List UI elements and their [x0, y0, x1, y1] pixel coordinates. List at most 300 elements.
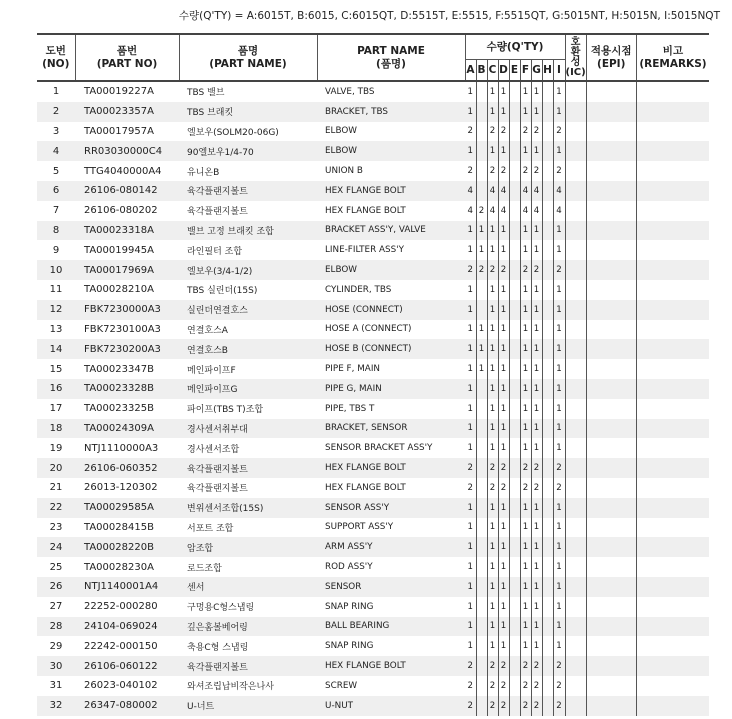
row-qty-e [509, 221, 520, 241]
row-qty-e [509, 478, 520, 498]
row-qty-h [542, 81, 553, 102]
row-epi [586, 240, 636, 260]
row-qty-b [476, 537, 487, 557]
row-qty-c: 2 [487, 122, 498, 142]
row-epi [586, 379, 636, 399]
row-qty-a: 1 [465, 617, 476, 637]
table-row [37, 696, 709, 716]
row-qty-f: 1 [520, 81, 531, 102]
header-part-no [75, 34, 179, 81]
row-remarks [636, 419, 709, 439]
row-qty-d: 4 [498, 201, 509, 221]
row-part-no: 26347-080002 [75, 696, 179, 716]
row-qty-a: 1 [465, 557, 476, 577]
row-remarks [636, 181, 709, 201]
row-qty-d: 1 [498, 438, 509, 458]
row-qty-e [509, 399, 520, 419]
row-no: 24 [37, 537, 75, 557]
row-ic [565, 359, 586, 379]
row-ic [565, 221, 586, 241]
row-qty-f: 2 [520, 656, 531, 676]
row-part-no: 26106-080202 [84, 205, 158, 217]
row-qty-a: 2 [465, 478, 476, 498]
table-row [37, 419, 709, 439]
row-qty-c: 1 [487, 537, 498, 557]
row-qty-h [542, 696, 553, 716]
row-part-no: TA00019945A [84, 244, 154, 256]
row-qty-f: 1 [520, 359, 531, 379]
row-remarks [636, 339, 709, 359]
row-no: 25 [49, 561, 63, 573]
table-row [37, 518, 709, 538]
row-qty-e [509, 81, 520, 102]
row-qty-g: 1 [531, 498, 542, 518]
row-qty-b [476, 696, 487, 716]
row-qty-i: 4 [553, 201, 565, 221]
row-qty-c: 1 [487, 339, 498, 359]
row-qty-f: 4 [520, 201, 531, 221]
row-no: 18 [37, 419, 75, 439]
header-part-no-text: 품번 (PART NO) [96, 44, 158, 70]
row-qty-c: 1 [487, 300, 498, 320]
row-qty-h [542, 221, 553, 241]
row-qty-a: 2 [465, 656, 476, 676]
row-qty-i: 1 [553, 636, 565, 656]
row-part-name-kr: 로드조합 [187, 563, 222, 574]
row-part-no: TA00028415B [84, 521, 154, 533]
row-no: 17 [49, 403, 63, 415]
row-qty-e [509, 557, 520, 577]
row-qty-c: 1 [487, 141, 498, 161]
table-row [37, 458, 709, 478]
row-qty-i: 1 [553, 498, 565, 518]
header-no-text: 도번 (NO) [42, 44, 70, 70]
row-qty-c: 2 [487, 478, 498, 498]
row-epi [586, 260, 636, 280]
row-qty-g: 1 [531, 300, 542, 320]
row-qty-g: 1 [531, 339, 542, 359]
row-remarks [636, 399, 709, 419]
row-part-name-kr: 축용C형 스냅링 [187, 642, 249, 653]
row-qty-g: 2 [531, 260, 542, 280]
row-epi [586, 498, 636, 518]
row-qty-g: 1 [531, 557, 542, 577]
row-part-no: 26023-040102 [84, 680, 158, 692]
row-part-name-kr: U-너트 [179, 696, 317, 716]
row-no: 28 [37, 617, 75, 637]
row-part-name-en: ARM ASS'Y [317, 537, 465, 557]
row-ic [565, 181, 586, 201]
row-qty-h [542, 557, 553, 577]
row-no: 14 [37, 339, 75, 359]
row-qty-e [509, 498, 520, 518]
row-qty-e [509, 300, 520, 320]
row-part-no: NTJ1110000A3 [84, 442, 159, 454]
row-no: 9 [52, 244, 60, 256]
row-qty-b: 2 [476, 201, 487, 221]
row-qty-a: 1 [465, 102, 476, 122]
row-epi [586, 419, 636, 439]
row-qty-h [542, 537, 553, 557]
row-qty-d: 2 [498, 696, 509, 716]
row-qty-b [476, 478, 487, 498]
table-row [37, 102, 709, 122]
row-part-no: FBK7230100A3 [84, 323, 161, 335]
row-qty-g: 1 [531, 359, 542, 379]
row-remarks [636, 280, 709, 300]
table-row [37, 597, 709, 617]
row-qty-g: 4 [531, 201, 542, 221]
row-ic [565, 557, 586, 577]
row-qty-f: 1 [520, 280, 531, 300]
row-ic [565, 617, 586, 637]
quantity-legend: 수량(Q'TY) = A:6015T, B:6015, C:6015QT, D:5515T, E:5515, F:5515QT, G:5015NT, H:5015N, I:5015NQT [178, 10, 720, 22]
table-row [37, 280, 709, 300]
row-qty-i: 2 [553, 122, 565, 142]
row-ic [565, 379, 586, 399]
table-row [37, 181, 709, 201]
row-part-no: 26106-060352 [75, 458, 179, 478]
row-qty-a: 2 [465, 696, 476, 716]
row-qty-d: 1 [498, 141, 509, 161]
row-qty-c: 1 [487, 597, 498, 617]
row-qty-a: 1 [465, 379, 476, 399]
row-qty-f: 1 [520, 320, 531, 340]
row-part-name-kr: TBS 실린더(15S) [187, 286, 258, 297]
row-qty-a: 1 [465, 300, 476, 320]
row-no: 5 [52, 165, 60, 177]
row-qty-d: 1 [498, 359, 509, 379]
table-row [37, 221, 709, 241]
row-qty-i: 1 [553, 240, 565, 260]
row-ic [565, 636, 586, 656]
row-qty-b [476, 379, 487, 399]
row-no: 15 [49, 363, 63, 375]
row-epi [586, 636, 636, 656]
row-qty-c: 2 [487, 260, 498, 280]
row-remarks [636, 260, 709, 280]
table-row [37, 141, 709, 161]
row-remarks [636, 458, 709, 478]
row-no: 30 [37, 656, 75, 676]
row-part-name-kr: 메인파이프G [179, 379, 317, 399]
row-qty-g: 2 [531, 478, 542, 498]
row-qty-d: 4 [498, 181, 509, 201]
row-part-no: TA00023325B [84, 403, 154, 415]
row-part-name-en: LINE-FILTER ASS'Y [325, 245, 404, 256]
row-ic [565, 577, 586, 597]
header-ic [565, 34, 586, 81]
row-qty-e [509, 458, 520, 478]
table-row [37, 656, 709, 676]
row-epi [586, 597, 636, 617]
row-ic [565, 300, 586, 320]
row-qty-d: 2 [498, 676, 509, 696]
row-remarks [636, 122, 709, 142]
row-part-no: TA00028230A [84, 561, 154, 573]
row-epi [586, 300, 636, 320]
row-qty-f: 1 [520, 617, 531, 637]
row-no: 1 [52, 86, 60, 98]
row-qty-a: 1 [465, 141, 476, 161]
row-qty-h [542, 458, 553, 478]
row-ic [565, 102, 586, 122]
row-qty-i: 1 [553, 399, 565, 419]
row-part-name-en: SENSOR ASS'Y [317, 498, 465, 518]
row-no: 23 [49, 521, 63, 533]
row-ic [565, 260, 586, 280]
row-qty-c: 1 [487, 498, 498, 518]
row-part-name-en: HEX FLANGE BOLT [317, 181, 465, 201]
row-part-name-kr: 센서 [179, 577, 317, 597]
row-qty-f: 1 [520, 300, 531, 320]
row-qty-h [542, 419, 553, 439]
table-row [37, 359, 709, 379]
row-qty-a: 1 [465, 537, 476, 557]
row-qty-i: 2 [553, 260, 565, 280]
row-qty-h [542, 141, 553, 161]
row-qty-d: 2 [498, 260, 509, 280]
row-no: 16 [37, 379, 75, 399]
row-qty-i: 1 [553, 81, 565, 102]
row-qty-d: 1 [498, 300, 509, 320]
row-qty-f: 1 [520, 498, 531, 518]
row-part-name-kr: 구멍용C형스냅링 [187, 603, 255, 614]
row-part-no: 24104-069024 [75, 617, 179, 637]
row-qty-h [542, 617, 553, 637]
row-qty-g: 1 [531, 320, 542, 340]
row-part-no: FBK7230200A3 [75, 339, 179, 359]
row-qty-f: 1 [520, 339, 531, 359]
row-qty-g: 2 [531, 122, 542, 142]
row-no: 19 [49, 442, 63, 454]
row-ic [565, 676, 586, 696]
table-row [37, 240, 709, 260]
row-part-name-kr: 경사센서조합 [187, 444, 240, 455]
row-qty-i: 1 [553, 359, 565, 379]
row-qty-i: 2 [553, 696, 565, 716]
row-part-no: 26013-120302 [84, 482, 158, 494]
row-ic [565, 419, 586, 439]
table-row [37, 122, 709, 142]
row-part-name-kr: 라인필터 조합 [187, 246, 243, 257]
row-qty-i: 2 [553, 161, 565, 181]
row-ic [565, 597, 586, 617]
row-remarks [636, 557, 709, 577]
row-no: 8 [37, 221, 75, 241]
row-qty-i: 1 [553, 518, 565, 538]
row-no: 31 [49, 680, 63, 692]
row-qty-c: 1 [487, 636, 498, 656]
row-qty-i: 1 [553, 617, 565, 637]
row-qty-h [542, 656, 553, 676]
row-qty-d: 1 [498, 240, 509, 260]
row-part-no: TA00017969A [75, 260, 179, 280]
row-qty-b [476, 399, 487, 419]
row-qty-i: 2 [553, 458, 565, 478]
row-qty-a: 1 [465, 359, 476, 379]
row-qty-d: 1 [498, 636, 509, 656]
row-qty-g: 1 [531, 617, 542, 637]
row-qty-d: 2 [498, 478, 509, 498]
row-part-no: FBK7230000A3 [75, 300, 179, 320]
row-qty-e [509, 419, 520, 439]
table-row [37, 537, 709, 557]
row-part-name-en: HEX FLANGE BOLT [317, 656, 465, 676]
row-qty-h [542, 518, 553, 538]
row-qty-i: 1 [553, 438, 565, 458]
table-row [37, 498, 709, 518]
row-qty-i: 1 [553, 339, 565, 359]
row-qty-f: 1 [520, 240, 531, 260]
row-qty-a: 1 [465, 339, 476, 359]
row-qty-e [509, 656, 520, 676]
row-epi [586, 320, 636, 340]
row-epi [586, 221, 636, 241]
row-qty-g: 1 [531, 537, 542, 557]
row-ic [565, 518, 586, 538]
row-qty-b [476, 81, 487, 102]
row-qty-i: 1 [553, 300, 565, 320]
row-qty-e [509, 102, 520, 122]
row-qty-a: 1 [465, 498, 476, 518]
row-remarks [636, 201, 709, 221]
row-qty-h [542, 597, 553, 617]
row-no: 10 [37, 260, 75, 280]
header-qty-f: F [520, 60, 531, 82]
row-qty-i: 1 [553, 102, 565, 122]
row-remarks [636, 577, 709, 597]
row-part-no: TA00023357A [75, 102, 179, 122]
table-row [37, 201, 709, 221]
header-qty-i: I [553, 60, 565, 82]
row-part-no: TA00024309A [75, 419, 179, 439]
row-remarks [636, 102, 709, 122]
row-part-no: 22252-000280 [84, 601, 158, 613]
header-qty-d: D [498, 60, 509, 82]
row-ic [565, 339, 586, 359]
row-part-no: 26106-060122 [75, 656, 179, 676]
row-epi [586, 557, 636, 577]
row-part-name-kr: 실린더연결호스 [179, 300, 317, 320]
row-qty-f: 2 [520, 478, 531, 498]
row-part-name-kr: 유니온B [187, 167, 220, 178]
row-qty-e [509, 696, 520, 716]
row-qty-f: 2 [520, 676, 531, 696]
row-qty-b: 1 [476, 359, 487, 379]
row-epi [586, 81, 636, 102]
row-qty-e [509, 379, 520, 399]
row-remarks [636, 81, 709, 102]
row-qty-c: 2 [487, 656, 498, 676]
row-remarks [636, 656, 709, 676]
row-part-name-en: SNAP RING [325, 641, 374, 652]
row-part-name-kr: 변위센서조합(15S) [179, 498, 317, 518]
row-qty-d: 1 [498, 102, 509, 122]
row-part-no: TA00023328B [75, 379, 179, 399]
row-qty-g: 1 [531, 636, 542, 656]
row-qty-b [476, 280, 487, 300]
row-qty-b: 1 [476, 339, 487, 359]
row-qty-g: 1 [531, 438, 542, 458]
row-part-no: TA00017957A [84, 125, 154, 137]
row-qty-e [509, 438, 520, 458]
row-qty-a: 1 [465, 438, 476, 458]
row-qty-i: 1 [553, 577, 565, 597]
row-ic [565, 81, 586, 102]
row-no: 26 [37, 577, 75, 597]
row-qty-d: 1 [498, 597, 509, 617]
row-qty-b: 1 [476, 320, 487, 340]
table-row [37, 577, 709, 597]
row-qty-i: 1 [553, 379, 565, 399]
row-part-name-kr: TBS 밸브 [187, 88, 225, 99]
row-part-no: TA00028210A [84, 284, 154, 296]
row-epi [586, 577, 636, 597]
row-qty-h [542, 102, 553, 122]
row-part-name-en: HEX FLANGE BOLT [317, 458, 465, 478]
row-remarks [636, 636, 709, 656]
row-part-name-kr: 연결호스A [187, 325, 228, 336]
row-qty-c: 4 [487, 181, 498, 201]
row-qty-i: 2 [553, 676, 565, 696]
row-part-name-en: ROD ASS'Y [325, 562, 373, 573]
header-qty-b: B [476, 60, 487, 82]
row-qty-g: 2 [531, 656, 542, 676]
row-qty-b [476, 577, 487, 597]
row-part-name-kr: 파이프(TBS T)조합 [187, 405, 264, 416]
row-part-no: 22242-000150 [84, 640, 158, 652]
row-qty-c: 1 [487, 438, 498, 458]
row-epi [586, 161, 636, 181]
row-part-name-kr: 엘보우(SOLM20-06G) [187, 127, 279, 138]
row-part-name-kr: 육각플랜지볼트 [187, 484, 248, 495]
row-no: 6 [37, 181, 75, 201]
row-qty-b [476, 617, 487, 637]
row-qty-c: 1 [487, 81, 498, 102]
header-qty-c: C [487, 60, 498, 82]
row-remarks [636, 498, 709, 518]
table-row [37, 161, 709, 181]
row-qty-b [476, 557, 487, 577]
row-qty-a: 2 [465, 161, 476, 181]
row-no: 32 [37, 696, 75, 716]
row-qty-f: 1 [520, 597, 531, 617]
row-no: 13 [49, 323, 63, 335]
row-part-no: TA00028220B [75, 537, 179, 557]
table-row [37, 676, 709, 696]
row-part-name-kr: 서포트 조합 [187, 523, 234, 534]
row-qty-h [542, 498, 553, 518]
row-qty-f: 1 [520, 518, 531, 538]
row-part-name-en: U-NUT [317, 696, 465, 716]
row-part-name-en: HOSE A (CONNECT) [325, 324, 412, 335]
row-qty-e [509, 359, 520, 379]
row-epi [586, 201, 636, 221]
row-qty-e [509, 577, 520, 597]
row-qty-g: 2 [531, 161, 542, 181]
row-qty-g: 2 [531, 458, 542, 478]
row-part-no: TA00019227A [84, 86, 154, 98]
row-qty-e [509, 537, 520, 557]
row-qty-a: 1 [465, 81, 476, 102]
row-part-name-en: PIPE, TBS T [325, 403, 375, 414]
header-epi [586, 34, 636, 81]
row-qty-b [476, 676, 487, 696]
row-qty-d: 1 [498, 537, 509, 557]
row-part-name-en: HEX FLANGE BOLT [325, 205, 406, 216]
table-row [37, 379, 709, 399]
